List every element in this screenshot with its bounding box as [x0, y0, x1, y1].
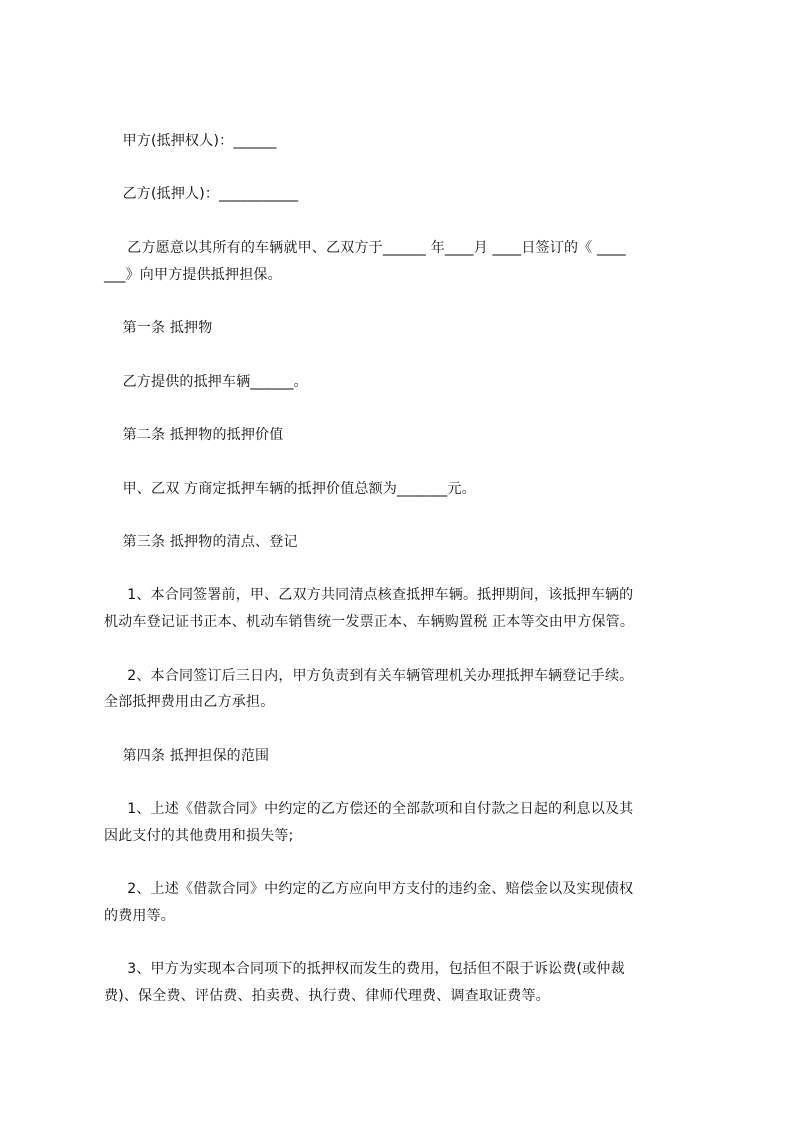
article-2-text: 甲、乙双 方商定抵押车辆的抵押价值总额为_______元。	[104, 481, 476, 497]
article-4-item-2-line-1: 2、上述《借款合同》中约定的乙方应向甲方支付的违约金、赔偿金以及实现债权	[104, 881, 634, 897]
article-3-item-1-line-2: 机动车登记证书正本、机动车销售统一发票正本、车辆购置税 正本等交由甲方保管。	[104, 614, 635, 630]
article-4-item-3-line-2: 费)、保全费、评估费、拍卖费、执行费、律师代理费、调查取证费等。	[104, 988, 550, 1004]
article-1-heading: 第一条 抵押物	[104, 320, 213, 336]
article-4-item-3-line-1: 3、甲方为实现本合同项下的抵押权而发生的费用，包括但不限于诉讼费(或仲裁	[104, 961, 625, 977]
party-b-line: 乙方(抵押人)：___________	[104, 186, 299, 202]
article-4-item-1-line-2: 因此支付的其他费用和损失等;	[104, 828, 294, 844]
article-3-item-2-line-1: 2、本合同签订后三日内，甲方负责到有关车辆管理机关办理抵押车辆登记手续。	[104, 668, 634, 684]
article-4-item-1-line-1: 1、上述《借款合同》中约定的乙方偿还的全部款项和自付款之日起的利息以及其	[104, 801, 634, 817]
party-a-line: 甲方(抵押权人)：______	[104, 133, 277, 149]
preamble-line-1: 乙方愿意以其所有的车辆就甲、乙双方于______ 年____月 ____日签订的《 ____	[104, 240, 626, 256]
article-4-heading: 第四条 抵押担保的范围	[104, 748, 270, 764]
article-4-item-2-line-2: 的费用等。	[104, 908, 175, 924]
article-3-item-1-line-1: 1、本合同签署前，甲、乙双方共同清点核查抵押车辆。抵押期间，该抵押车辆的	[104, 587, 634, 603]
article-2-heading: 第二条 抵押物的抵押价值	[104, 427, 284, 443]
article-3-heading: 第三条 抵押物的清点、登记	[104, 534, 298, 550]
article-3-item-2-line-2: 全部抵押费用由乙方承担。	[104, 694, 275, 710]
article-1-text: 乙方提供的抵押车辆______。	[104, 374, 308, 390]
preamble-line-2: ___》向甲方提供抵押担保。	[104, 267, 282, 283]
